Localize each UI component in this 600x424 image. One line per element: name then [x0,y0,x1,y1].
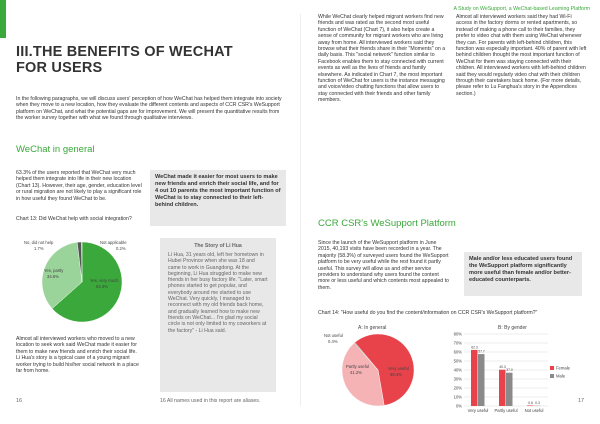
bar-value-label: 40.3 [499,365,506,370]
chart14b-svg [446,322,592,416]
wechat-general-paragraph: 63.3% of the users reported that WeChat very much helped them integrate into life in their new location (Chart 13). However, their age, gender, education level or rural migration are not likely to play a significant role in how useful they found WeChat to be. [16,170,142,202]
legend-female-label: Female [556,365,570,371]
accent-bar [0,0,6,38]
y-tick-label: 80% [453,331,462,337]
intro-paragraph: In the following paragraphs, we will discuss users' perception of how WeChat has helped them integrate into society when they move to a new location, how they evaluate the different contents and aspects of CCR CSR's WeSupport platform on WeChat, and what the potential gaps are for improvement. We will present the quantitative results from the worker survey together with what we found through qualitative interviews. [16,96,282,122]
bar-value-label: 0.6 [528,400,533,405]
y-tick-label: 20% [453,385,462,391]
chart14a-label-partly: Partly useful [346,364,370,369]
chart14b-title: B: By gender [498,325,527,331]
chart14a-svg [318,322,442,408]
chart14a-label-not-pct: 0.4% [328,339,338,344]
right-col1-paragraph: While WeChat clearly helped migrant workers find new friends and was rated as the second most useful function of WeChat (Chart 7), it also helps create a sense of community for migrant workers who are living away from home. All interviewed workers said they browse what their friends share in their "Moments" on a daily basis. This "social network" function similar to Facebook enables them to stay connected with current events as well as the lives of friends and family elsewhere. As indicated in Chart 7, the most important function of WeChat for users is the instance messaging and voice/video chatting functions that allow users to stay connected with their friends and other family members. [318,14,446,104]
chart14a-label-very-pct: 58.3% [390,372,402,377]
story-box [160,238,276,392]
x-category-label: Partly useful [494,408,518,413]
page-number-right: 17 [578,398,585,404]
wesupport-paragraph: Since the launch of the WeSupport platform in June 2015, 40,193 visits have been recorded in a year. The majority (58.3%) of surveyed users found the WeSupport platform to be very useful while the rest found it partly useful. This survey will allow us and other service providers to understand why users found the content more or less useful and which contents most appealed to them. [318,240,449,291]
bar-value-label: 62.3 [471,345,478,350]
bar-female-1 [499,370,506,406]
y-tick-label: 60% [453,349,462,355]
chart14a-title: A: In general [358,325,387,331]
interview-paragraph: Almost all interviewed workers who moved to a new location to seek work said WeChat made it easier for them to make new friends and enrich their social life. Li Hua's story is a typical case of a young migrant worker trying to build his/her social network in a place far from home. [16,336,139,375]
legend-male-label: Male [556,373,566,379]
chart14a-label-very: Very useful [388,366,409,371]
bar-male-0 [478,354,485,406]
y-tick-label: 0% [455,403,462,409]
chart13-label-partly: Yes, partly [44,268,64,273]
chart13-label-very: Yes, very much [90,278,119,283]
page-number-left: 16 [16,398,23,404]
story-title: The Story of Li Hua [194,243,242,249]
page-divider [300,14,301,406]
chart13-svg [16,224,148,330]
bar-male-1 [506,373,513,406]
bar-value-label: 57.7 [478,349,485,354]
running-head: A Study on WeSupport, a WeChat-based Learning Platform [453,6,590,12]
chart13-label-very-pct: 63.3% [96,284,108,289]
chart13-caption: Chart 13: Did WeChat help with social integration? [16,216,132,222]
y-tick-label: 70% [453,340,462,346]
bar-value-label: 0.3 [535,401,540,406]
y-tick-label: 30% [453,376,462,382]
chart14b-bars [454,331,548,413]
chart13-label-no: No, did not help [24,240,54,245]
bar-female-2 [527,405,534,406]
chart13-label-na-pct: 0.2% [116,246,126,251]
y-tick-label: 50% [453,358,462,364]
section-heading-wesupport: CCR CSR's WeSupport Platform [318,218,456,229]
right-col2-paragraph: Almost all interviewed workers said they had Wi-Fi access in the factory dorms or rented apartments, so instead of making a phone call to their families, they prefer to video chat with them using WeChat whenever they can. For parents with left-behind children, this function was especially important. 40% of parent with left behind children thought the most important function of WeChat for them was staying connected with their children. All interviewed workers with left-behind children said they would regularly video chat with their children through their caretakers back home. (For more details, please refer to Lu Fanghua's story in the Appendices section.) [456,14,587,97]
footnote: 16 All names used in this report are aliases. [160,398,261,404]
chart14-caption: Chart 14: "How useful do you find the content/information on CCR CSR's WeSupport platform?" [318,310,538,316]
callout-box-gender: Male and/or less educated users found the WeSupport platform significantly more useful than female and/or better-educated counterparts. [464,252,582,296]
y-tick-label: 40% [453,367,462,373]
y-tick-label: 10% [453,394,462,400]
chart14a-label-not: Not useful [324,333,343,338]
story-body: Li Hua, 31 years old, left her hometown in Hubei Province when she was 18 and came to work in Guangdong. At the beginning, Li Hua struggled to make new friends in her busy factory life. "Later, smart phones started to get popular, and everybody around me started to use WeChat. Very quickly, I managed to reconnect with my old friends back home, and gradually learned how to make new friends on WeChat... I'm glad my social circle is not only limited to my coworkers at the factory" - Li Hua said. [168,252,268,334]
chart13-label-partly-pct: 34.6% [47,274,59,279]
page-title: III.THE BENEFITS OF WECHAT FOR USERS [16,44,233,76]
x-category-label: Very useful [467,408,489,413]
chart13-label-na: Not applicable [100,240,127,245]
legend-male-swatch [550,374,554,378]
section-heading-wechat: WeChat in general [16,144,95,155]
bar-female-0 [471,350,478,406]
chart14a-label-partly-pct: 41.2% [350,370,362,375]
bar-value-label: 37.0 [506,368,513,373]
chart13-label-no-pct: 1.7% [34,246,44,251]
callout-box: WeChat made it easier for most users to make new friends and enrich their social life, and for 4 out 10 parents the most important function of WeChat is to stay connected to their left-behind children. [150,170,286,226]
legend-female-swatch [550,366,554,370]
x-category-label: Not useful [524,408,544,413]
